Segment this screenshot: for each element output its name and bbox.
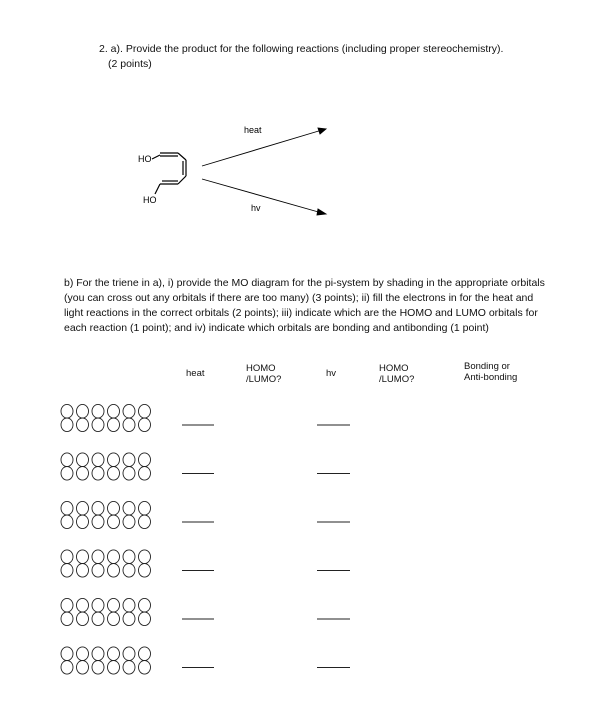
orbital-lobe-bottom — [77, 467, 89, 481]
p-orbital[interactable] — [61, 501, 73, 528]
orbital-lobe-top — [139, 647, 151, 661]
orbital-lobe-bottom — [77, 564, 89, 578]
orbital-lobe-top — [77, 501, 89, 515]
orbital-lobe-bottom — [108, 515, 120, 529]
label-heat: heat — [244, 125, 262, 135]
col-bonding: Bonding or Anti-bonding — [464, 361, 518, 383]
p-orbital[interactable] — [123, 501, 135, 528]
orbital-lobe-bottom — [108, 467, 120, 481]
orbital-lobe-top — [77, 598, 89, 612]
p-orbital[interactable] — [139, 598, 151, 625]
p-orbital[interactable] — [108, 647, 120, 674]
orbital-row — [61, 453, 350, 480]
p-orbital[interactable] — [92, 598, 104, 625]
orbital-lobe-top — [108, 598, 120, 612]
p-orbital[interactable] — [123, 550, 135, 577]
orbital-lobe-top — [123, 404, 135, 418]
orbital-lobe-top — [123, 501, 135, 515]
orbital-lobe-top — [61, 550, 73, 564]
orbital-lobe-bottom — [61, 564, 73, 578]
orbital-lobe-bottom — [139, 418, 151, 432]
p-orbital[interactable] — [92, 404, 104, 431]
orbital-lobe-bottom — [108, 612, 120, 626]
orbital-lobe-bottom — [92, 467, 104, 481]
orbital-lobe-bottom — [61, 515, 73, 529]
orbital-lobe-top — [123, 550, 135, 564]
orbital-lobe-bottom — [92, 515, 104, 529]
orbital-lobe-bottom — [139, 661, 151, 675]
orbital-lobe-top — [108, 453, 120, 467]
col-heat: heat — [186, 368, 205, 379]
orbital-lobe-top — [61, 647, 73, 661]
p-orbital[interactable] — [123, 404, 135, 431]
orbital-lobe-bottom — [61, 467, 73, 481]
p-orbital[interactable] — [108, 453, 120, 480]
p-orbital[interactable] — [77, 550, 89, 577]
orbital-lobe-bottom — [139, 612, 151, 626]
orbital-lobe-top — [108, 404, 120, 418]
question-a-points: (2 points) — [108, 58, 152, 70]
orbital-lobe-bottom — [139, 564, 151, 578]
orbital-lobe-bottom — [92, 418, 104, 432]
orbital-lobe-bottom — [61, 612, 73, 626]
orbital-lobe-top — [92, 404, 104, 418]
orbital-row — [61, 550, 350, 577]
orbital-lobe-bottom — [108, 564, 120, 578]
orbital-lobe-top — [61, 598, 73, 612]
p-orbital[interactable] — [92, 550, 104, 577]
p-orbital[interactable] — [61, 647, 73, 674]
orbital-lobe-top — [61, 404, 73, 418]
p-orbital[interactable] — [123, 453, 135, 480]
orbital-lobe-bottom — [92, 564, 104, 578]
col-homo-lumo-2: HOMO /LUMO? — [379, 363, 415, 385]
orbital-lobe-top — [61, 453, 73, 467]
orbital-lobe-top — [139, 550, 151, 564]
orbital-lobe-bottom — [77, 515, 89, 529]
p-orbital[interactable] — [139, 550, 151, 577]
orbital-lobe-top — [123, 647, 135, 661]
p-orbital[interactable] — [77, 647, 89, 674]
orbital-lobe-top — [139, 598, 151, 612]
p-orbital[interactable] — [77, 453, 89, 480]
orbital-row — [61, 598, 350, 625]
p-orbital[interactable] — [92, 647, 104, 674]
orbital-lobe-bottom — [77, 612, 89, 626]
orbital-lobe-bottom — [139, 515, 151, 529]
col-homo-lumo-1: HOMO /LUMO? — [246, 363, 282, 385]
p-orbital[interactable] — [139, 404, 151, 431]
p-orbital[interactable] — [77, 598, 89, 625]
orbital-row — [61, 647, 350, 674]
orbital-lobe-top — [77, 550, 89, 564]
orbital-lobe-bottom — [139, 467, 151, 481]
p-orbital[interactable] — [61, 453, 73, 480]
orbital-lobe-bottom — [61, 418, 73, 432]
orbital-row — [61, 404, 350, 431]
orbital-lobe-top — [108, 550, 120, 564]
p-orbital[interactable] — [123, 647, 135, 674]
orbital-lobe-top — [77, 453, 89, 467]
orbital-lobe-bottom — [123, 515, 135, 529]
label-hv: hv — [251, 203, 261, 213]
orbital-lobe-top — [123, 453, 135, 467]
p-orbital[interactable] — [77, 404, 89, 431]
orbital-lobe-top — [92, 453, 104, 467]
p-orbital[interactable] — [123, 598, 135, 625]
orbital-lobe-bottom — [77, 661, 89, 675]
orbital-lobe-top — [92, 550, 104, 564]
question-b-text: b) For the triene in a), i) provide the MO diagram for the pi-system by shading in the appropriate orbitals (you can cross out any orbitals if there are too many) (3 points); ii) fill the electrons in for the heat and light reactions in the correct orbitals (2 points); iii) indicate which are the HOMO and LUMO orbitals for each reaction (1 point); and iv) indicate which orbitals are bonding and antibonding (1 point) — [64, 277, 545, 334]
orbital-lobe-bottom — [61, 661, 73, 675]
orbital-lobe-bottom — [92, 661, 104, 675]
orbital-lobe-top — [108, 501, 120, 515]
p-orbital[interactable] — [108, 501, 120, 528]
p-orbital[interactable] — [61, 550, 73, 577]
orbital-lobe-bottom — [92, 612, 104, 626]
p-orbital[interactable] — [61, 404, 73, 431]
orbital-lobe-top — [92, 647, 104, 661]
orbital-lobe-bottom — [108, 418, 120, 432]
orbital-lobe-bottom — [108, 661, 120, 675]
orbital-lobe-bottom — [123, 467, 135, 481]
orbital-lobe-top — [77, 404, 89, 418]
orbital-lobe-top — [139, 404, 151, 418]
substituent-bottom: HO — [143, 195, 157, 205]
p-orbital[interactable] — [92, 501, 104, 528]
orbital-lobe-top — [123, 598, 135, 612]
p-orbital[interactable] — [108, 404, 120, 431]
question-a-text: Provide the product for the following reactions (including proper stereochemistry). — [125, 43, 504, 55]
orbital-lobe-top — [139, 453, 151, 467]
question-number: 2. a). — [99, 43, 123, 55]
orbital-lobe-bottom — [123, 661, 135, 675]
orbital-lobe-top — [92, 501, 104, 515]
orbital-lobe-bottom — [77, 418, 89, 432]
p-orbital[interactable] — [108, 550, 120, 577]
orbital-lobe-top — [61, 501, 73, 515]
p-orbital[interactable] — [139, 453, 151, 480]
orbital-row — [61, 501, 350, 528]
col-hv: hv — [326, 368, 337, 379]
orbital-lobe-bottom — [123, 612, 135, 626]
p-orbital[interactable] — [139, 501, 151, 528]
orbital-lobe-bottom — [123, 564, 135, 578]
p-orbital[interactable] — [108, 598, 120, 625]
orbital-lobe-top — [77, 647, 89, 661]
p-orbital[interactable] — [139, 647, 151, 674]
p-orbital[interactable] — [61, 598, 73, 625]
p-orbital[interactable] — [92, 453, 104, 480]
orbital-lobe-top — [139, 501, 151, 515]
p-orbital[interactable] — [77, 501, 89, 528]
substituent-top: HO — [138, 154, 152, 164]
orbital-lobe-bottom — [123, 418, 135, 432]
orbital-lobe-top — [92, 598, 104, 612]
orbital-lobe-top — [108, 647, 120, 661]
